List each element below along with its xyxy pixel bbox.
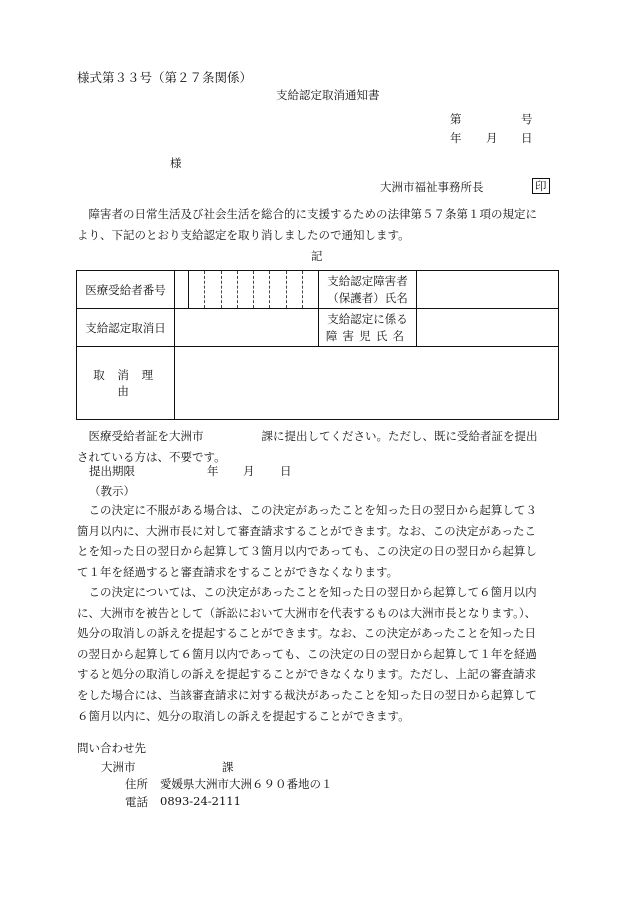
- notice-1-line-3: とを知った日の翌日から起算して３箇月以内であっても、この決定の日の翌日から起算し: [77, 544, 537, 559]
- deadline-day: 日: [280, 464, 292, 478]
- form-number: 様式第３３号（第２７条関係）: [77, 70, 253, 85]
- recipient-number-prefix-cell[interactable]: [175, 271, 189, 309]
- deadline-year: 年: [207, 464, 219, 478]
- person-name-value[interactable]: [417, 271, 559, 309]
- contact-city: 大洲市: [101, 760, 136, 774]
- ki-heading: 記: [311, 249, 323, 263]
- cancel-reason-value[interactable]: [175, 347, 559, 420]
- contact-phone-label: 電話: [125, 795, 148, 809]
- contact-phone: 0893-24-2111: [160, 794, 241, 808]
- cancel-reason-label: 取消理由: [77, 347, 175, 420]
- child-name-value[interactable]: [417, 309, 559, 347]
- notice-2-line-5: すると処分の取消しの訴えを提起することができなくなります。ただし、上記の審査請求: [77, 667, 537, 682]
- recipient-number-label: 医療受給者番号: [77, 271, 175, 309]
- notice-2-line-7: ６箇月以内に、処分の取消しの訴えを提起することができます。: [77, 708, 410, 723]
- issuer: 大洲市福祉事務所長: [380, 180, 484, 194]
- submission-paragraph: [77, 426, 559, 467]
- certificate-table: [76, 270, 559, 420]
- seal-label: 印: [532, 178, 550, 194]
- notice-2-line-4: の翌日から起算して６箇月以内であっても、この決定の日の翌日から起算して１年を経過: [77, 646, 537, 661]
- notice-2-line-6: をした場合には、当該審査請求に対する裁決があったことを知った日の翌日から起算して: [77, 687, 537, 702]
- notice-paragraph-1: [77, 500, 559, 582]
- submission-line-1: [77, 426, 559, 447]
- notice-1-line-4: て１年を経過すると審査請求をすることができなくなります。: [77, 564, 399, 579]
- addressee-sama: 様: [170, 156, 182, 170]
- submission-line-2: されている方は、不要です。: [77, 449, 226, 464]
- notice-1-line-1: この決定に不服がある場合は、この決定があったことを知った日の翌日から起算して３: [88, 503, 537, 517]
- number-suffix: 号: [521, 112, 533, 126]
- document-title: 支給認定取消通知書: [276, 88, 380, 102]
- submission-line-1b: 課に提出してください。ただし、既に受給者証を提出: [261, 429, 538, 443]
- person-name-label: [319, 271, 417, 309]
- person-name-label-1: 支給認定障害者: [327, 273, 408, 288]
- seal-mark: [528, 178, 550, 194]
- cancel-date-value[interactable]: [175, 309, 319, 347]
- deadline-label: 提出期限: [89, 464, 135, 478]
- child-name-label-1: 支給認定に係る: [327, 311, 408, 326]
- intro-line-1: 障害者の日常生活及び社会生活を総合的に支援するための法律第５７条第１項の規定に: [88, 207, 537, 221]
- intro-paragraph: [77, 204, 559, 245]
- date-year: 年: [450, 131, 462, 145]
- date-month: 月: [486, 131, 498, 145]
- contact-dept-suffix: 課: [222, 760, 234, 774]
- intro-line-2: より、下記のとおり支給認定を取り消しましたので通知します。: [77, 227, 410, 242]
- notice-2-line-3: 処分の取消しの訴えを提起することができます。なお、この決定があったことを知った日: [77, 626, 536, 641]
- contact-address: 愛媛県大洲市大洲６９０番地の１: [160, 777, 333, 791]
- notice-heading: （教示）: [89, 484, 135, 498]
- recipient-number-digits[interactable]: [189, 271, 319, 309]
- notice-paragraph-2: [77, 582, 559, 726]
- notice-1-line-2: 箇月以内に、大洲市長に対して審査請求することができます。なお、この決定があったこ: [77, 523, 536, 538]
- deadline-month: 月: [243, 464, 255, 478]
- notice-2-line-1: この決定については、この決定があったことを知った日の翌日から起算して６箇月以内: [88, 585, 537, 599]
- notice-2-line-2: に、大洲市を被告として（訴訟において大洲市を代表するものは大洲市長となります。）、: [77, 605, 537, 620]
- contact-address-label: 住所: [125, 777, 148, 791]
- submission-line-1a: 医療受給者証を大洲市: [88, 429, 204, 443]
- number-prefix: 第: [450, 112, 462, 126]
- person-name-label-2: （保護者）氏名: [327, 290, 408, 305]
- contact-heading: 問い合わせ先: [77, 741, 146, 755]
- child-name-label: [319, 309, 417, 347]
- child-name-label-2: 障害児氏名: [325, 328, 410, 343]
- cancel-date-label: 支給認定取消日: [77, 309, 175, 347]
- date-day: 日: [521, 131, 533, 145]
